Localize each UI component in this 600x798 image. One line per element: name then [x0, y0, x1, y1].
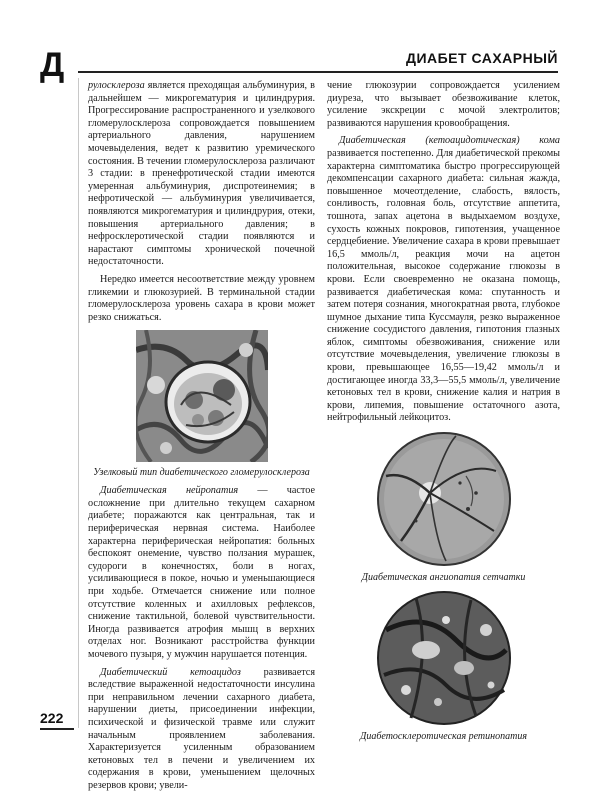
figure-retina-angiopathy	[327, 431, 560, 584]
paragraph-text: — частое осложнение при длительно текущем сахарном диабете; поражаются как центральная, так и периферическая нервная система. Наиболее характерна периферическая нейропатия: больных беспокоят онемение, чувство ползания мурашек, судороги в конечностях, боли в ногах, усиливающиеся в покое, ночью и уменьшающиеся при ходьбе. Отмечается снижение или полное отсутствие коленных и ахилловых рефлексов, снижение тактильной, болевой чувствительности. Иногда развивается атрофия мышц в верхних отделах ног. Возникают расстройства функции мочевого пузыря, у мужчин нарушается потенция.	[88, 485, 315, 660]
paragraph-glucosuria: чение глюкозурии сопровождается усилением диуреза, что вызывает обезвоживание клеток, усиление экскреции с мочой электролитов; развиваются нарушения кровообращения.	[327, 80, 560, 129]
left-column	[88, 80, 315, 798]
figure-caption: Узелковый тип диабетического гломерулосклероза	[93, 467, 310, 479]
section-letter: Д	[40, 46, 65, 84]
running-title: ДИАБЕТ САХАРНЫЙ	[405, 50, 558, 66]
page-number-rule	[40, 728, 74, 730]
paragraph-coma	[327, 135, 560, 425]
glomerulosclerosis-micrograph	[136, 330, 268, 462]
right-column	[327, 80, 560, 749]
paragraph-text: развивается вследствие выраженной недостаточности инсулина при неправильном лечении сахарного диабета, нарушении диеты, присоединении инфекции, психической и физической травме или служит начальным проявлением заболевания. Характеризуется усиленным образованием кетоновых тел в печени и увеличением их содержания в крови, уменьшением щелочных резервов крови; увели-	[88, 666, 316, 791]
margin-rule	[78, 78, 79, 728]
paragraph-neuropathy	[88, 485, 315, 661]
term-italic: Диабетическая нейропатия	[100, 485, 239, 497]
paragraph-glomerulosclerosis	[88, 80, 315, 269]
paragraph-text: развивается постепенно. Для диабетической прекомы характерна симптоматика быстро прогрессирующей декомпенсации сахарного диабета: сильная жажда, повышенное мочеотделение, слабость, вялость, сонливость, головная боль, отсутствие аппетита, тошнота, запах ацетона в выдыхаемом воздухе, сухость кожных покровов, гипотензия, учащенное сердцебиение. Увеличение сахара в крови превышает 16,5 ммоль/л, реакция мочи на ацетон положительная, высокое содержание глюкозы в крови. Если своевременно не оказана помощь, развивается диабетическая кома: спутанность и затем потеря сознания, многократная рвота, глубокое шумное дыхание типа Куссмауля, резко выраженное снижение сосудистого давления, гипотония глазных яблок, симптомы обезвоживания, снижение или отсутствие мочевыделения, увеличение глюкозы в крови, превышающее 16,55—19,42 ммоль/л и достигающее иногда 33,3—55,5 ммоль/л, увеличение кетоновых тел в крови, снижение калия и натрия в крови, липемия, повышение остаточного азота, нейтрофильный лейкоцитоз.	[327, 147, 560, 424]
term-italic: Диабетический кетоацидоз	[100, 666, 241, 678]
paragraph-ketoacidosis	[88, 667, 315, 793]
retinopathy-image	[376, 590, 512, 726]
figure-glomerulosclerosis	[88, 330, 315, 479]
figure-caption: Диабетосклеротическая ретинопатия	[360, 731, 527, 743]
term-italic: рулосклероза	[88, 80, 145, 91]
retina-angiopathy-image	[376, 431, 512, 567]
paragraph-text: является преходящая альбуминурия, в дальнейшем — микрогематурия и цилиндрурия. Прогрессирование распространенного и узелкового гломерулосклероза сопровождается повышением артериального давления, нарушением мочевыделения, ведет к развитию уремического состояния. В течении гломерулосклероза различают 3 стадии: в пренефротической стадии имеются умеренная альбуминурия, диспротеинемия; в нефротической — альбуминурия увеличивается, появляются микрогематурия и цилиндрурия, отеки, повышения артериального давления; в нефросклеротической стадии появляются и нарастают симптомы хронической почечной недостаточности.	[88, 80, 315, 268]
header-rule	[78, 71, 558, 73]
paragraph-glycemia: Нередко имеется несоответствие между уровнем гликемии и глюкозурией. В терминальной стадии гломерулосклероза уровень сахара в крови может резко снижаться.	[88, 273, 315, 323]
term-italic: Диабетическая (кетоацидотическая) кома	[339, 135, 560, 147]
figure-retinopathy	[327, 590, 560, 743]
figure-caption: Диабетическая ангиопатия сетчатки	[361, 572, 526, 584]
page-number: 222	[40, 710, 64, 726]
